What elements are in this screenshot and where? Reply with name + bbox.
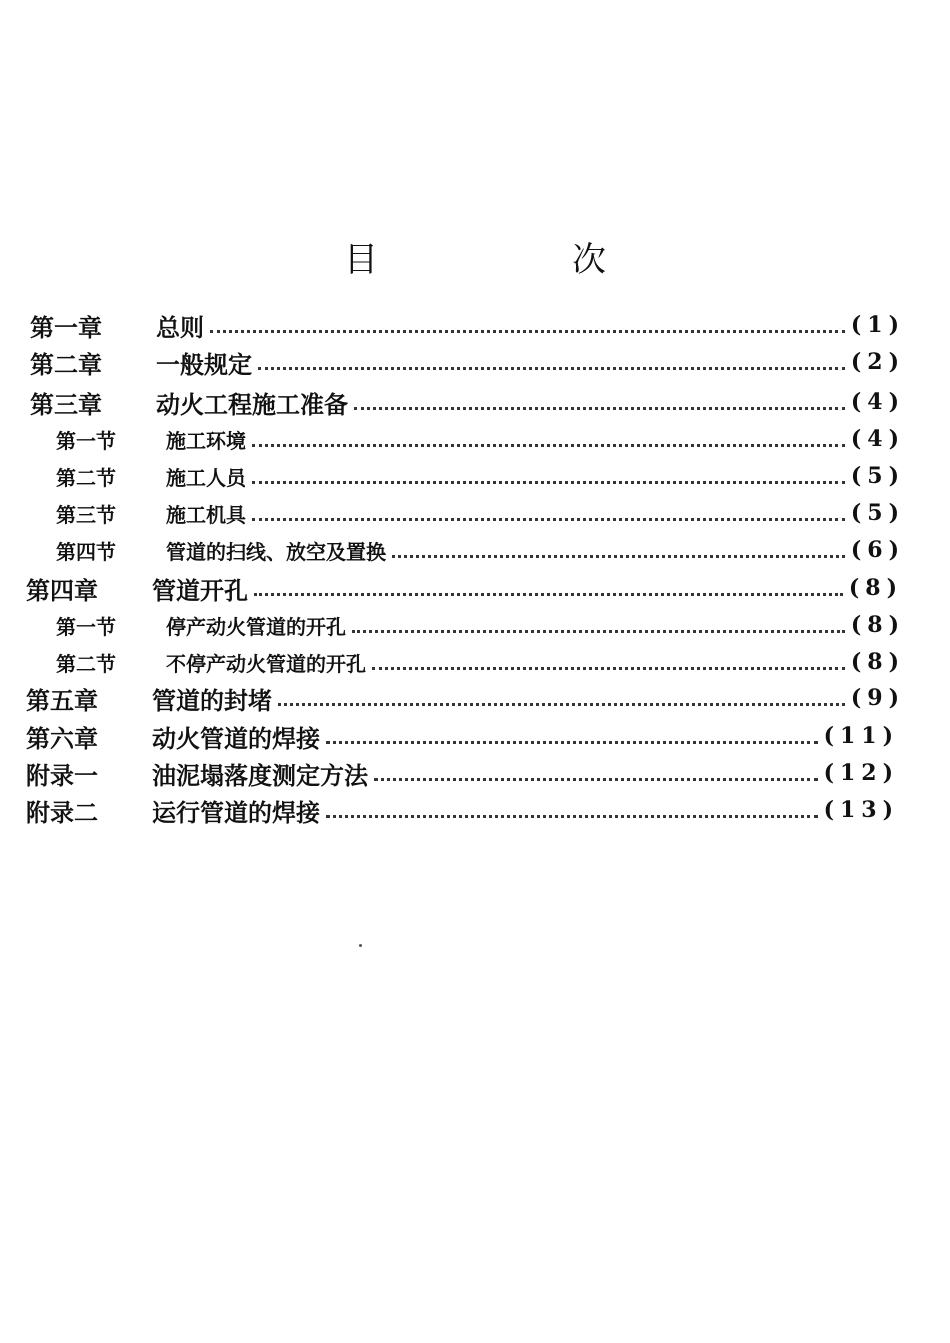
toc-entry xyxy=(26,681,905,715)
toc-entry-page: (4) xyxy=(850,426,905,452)
toc-entry-page: (8) xyxy=(850,612,905,638)
toc-entry xyxy=(30,308,905,342)
dot-leader xyxy=(374,778,818,781)
toc-entry-label: 第二节 xyxy=(56,651,116,676)
toc-entry-page: (8) xyxy=(850,649,905,675)
toc-entry-page: (2) xyxy=(850,349,905,375)
toc-entry xyxy=(26,719,899,753)
toc-entry-title: 动火工程施工准备 xyxy=(156,389,348,419)
dot-leader xyxy=(326,815,818,818)
toc-entry-page: (1) xyxy=(850,312,905,338)
toc-entry-title: 停产动火管道的开孔 xyxy=(166,614,346,639)
toc-entry xyxy=(56,533,905,567)
dot-leader xyxy=(326,741,818,744)
toc-entry xyxy=(56,422,905,456)
dot-leader xyxy=(392,555,845,558)
toc-entry-page: (12) xyxy=(823,760,899,786)
toc-entry-page: (13) xyxy=(823,797,899,823)
dot-leader xyxy=(372,667,845,670)
toc-entry-title: 运行管道的焊接 xyxy=(152,797,320,827)
toc-entry xyxy=(56,608,905,642)
toc-entry-page: (9) xyxy=(850,685,905,711)
toc-entry-page: (5) xyxy=(850,463,905,489)
toc-entry-label: 附录二 xyxy=(26,797,98,827)
toc-entry-title: 不停产动火管道的开孔 xyxy=(166,651,366,676)
dot-leader xyxy=(278,703,845,706)
toc-entry-label: 第一节 xyxy=(56,428,116,453)
dot-leader xyxy=(352,630,845,633)
dot-leader xyxy=(252,518,845,521)
dot-leader xyxy=(258,367,845,370)
toc-entry-title: 管道的封堵 xyxy=(152,685,272,715)
toc-entry-title: 总则 xyxy=(156,312,204,342)
toc-entry-label: 附录一 xyxy=(26,760,98,790)
toc-entry-page: (4) xyxy=(850,389,905,415)
toc-entry-label: 第三章 xyxy=(30,389,102,419)
toc-entry-page: (5) xyxy=(850,500,905,526)
dot-leader xyxy=(210,330,845,333)
toc-entry-title: 施工人员 xyxy=(166,465,246,490)
toc-entry-label: 第六章 xyxy=(26,723,98,753)
toc-entry xyxy=(56,645,905,679)
toc-entry-label: 第一章 xyxy=(30,312,102,342)
toc-entry-title: 油泥塌落度测定方法 xyxy=(152,760,368,790)
toc-entry-title: 动火管道的焊接 xyxy=(152,723,320,753)
toc-entry xyxy=(26,793,899,827)
toc-entry xyxy=(56,496,905,530)
dot-leader xyxy=(252,444,845,447)
toc-entry xyxy=(26,756,899,790)
toc-entry-page: (8) xyxy=(848,575,903,601)
toc-entry-title: 施工环境 xyxy=(166,428,246,453)
toc-entry xyxy=(30,345,905,379)
toc-entry xyxy=(26,571,903,605)
dot-leader xyxy=(354,407,845,410)
toc-entry-label: 第五章 xyxy=(26,685,98,715)
toc-entry-label: 第四章 xyxy=(26,575,98,605)
toc-entry xyxy=(56,459,905,493)
toc-entry-label: 第二节 xyxy=(56,465,116,490)
toc-entry-page: (6) xyxy=(850,537,905,563)
toc-entry-label: 第三节 xyxy=(56,502,116,527)
toc-entry-title: 管道开孔 xyxy=(152,575,248,605)
stray-ink-mark xyxy=(359,944,362,947)
toc-entry-label: 第二章 xyxy=(30,349,102,379)
dot-leader xyxy=(254,593,843,596)
toc-entry xyxy=(30,385,905,419)
page-title: 目 次 xyxy=(344,240,686,280)
toc-entry-title: 管道的扫线、放空及置换 xyxy=(166,539,386,564)
toc-entry-label: 第一节 xyxy=(56,614,116,639)
dot-leader xyxy=(252,481,845,484)
toc-entry-title: 一般规定 xyxy=(156,349,252,379)
toc-entry-label: 第四节 xyxy=(56,539,116,564)
toc-entry-page: (11) xyxy=(823,723,899,749)
toc-entry-title: 施工机具 xyxy=(166,502,246,527)
